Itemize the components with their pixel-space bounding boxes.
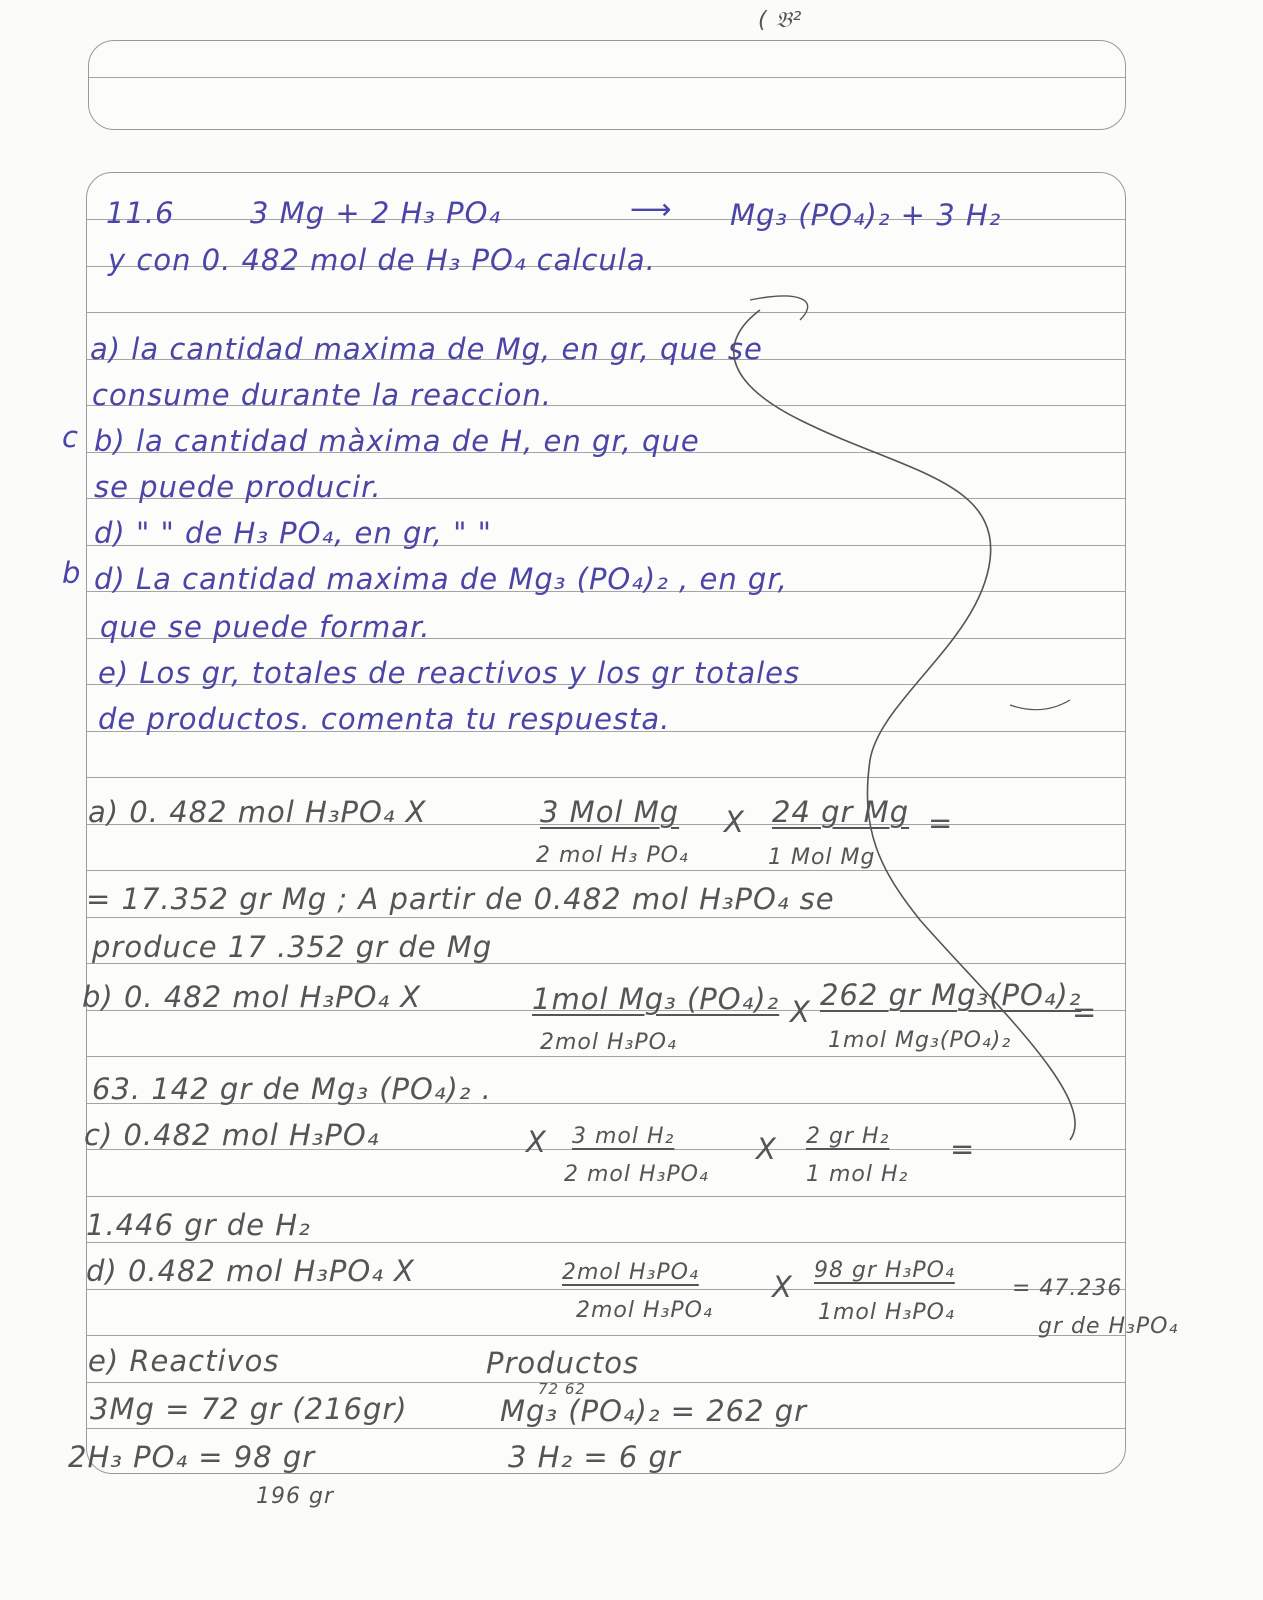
solution-e-product-mg3po42: Mg₃ (PO₄)₂ = 262 gr: [500, 1394, 808, 1428]
solution-a-result: = 17.352 gr Mg ; A partir de 0.482 mol H₃PO₄ se: [86, 882, 835, 916]
solution-b-times: X: [790, 995, 811, 1029]
solution-d-denominator-1: 2mol H₃PO₄: [576, 1298, 713, 1323]
margin-letter-b: b: [62, 556, 81, 590]
solution-d-numerator-1: 2mol H₃PO₄: [562, 1260, 699, 1285]
solution-b-equals: =: [1072, 995, 1098, 1029]
solution-c-numerator-1: 3 mol H₂: [572, 1124, 675, 1149]
question-b-line1: b) la cantidad màxima de H, en gr, que: [94, 424, 700, 458]
solution-e-product-superscripts: 72 62: [538, 1380, 586, 1398]
solution-c-denominator-1: 2 mol H₃PO₄: [564, 1162, 709, 1187]
margin-letter-c: c: [62, 420, 78, 454]
solution-e-reactant-mg: 3Mg = 72 gr (216gr): [90, 1392, 408, 1426]
solution-c-times-2: X: [756, 1132, 777, 1166]
products: Mg₃ (PO₄)₂ + 3 H₂: [730, 198, 1002, 232]
question-a-line2: consume durante la reaccion.: [92, 378, 553, 412]
question-a-line1: a) la cantidad maxima de Mg, en gr, que se: [90, 332, 763, 366]
solution-a-result-line2: produce 17 .352 gr de Mg: [92, 930, 493, 964]
question-c-line1: d) " " de H₃ PO₄, en gr, " ": [94, 516, 492, 550]
solution-c-numerator-2: 2 gr H₂: [806, 1124, 890, 1149]
corner-mark: ( 𝔅²: [758, 8, 803, 33]
solution-e-reactant-h3po4: 2H₃ PO₄ = 98 gr: [68, 1440, 316, 1474]
solution-a-denominator-2: 1 Mol Mg: [768, 845, 876, 870]
reactants: 3 Mg + 2 H₃ PO₄: [250, 196, 502, 230]
solution-a-numerator-2: 24 gr Mg: [772, 795, 910, 829]
question-e-line2: de productos. comenta tu respuesta.: [98, 702, 671, 736]
solution-e-product-h2: 3 H₂ = 6 gr: [508, 1440, 681, 1474]
solution-d-start: d) 0.482 mol H₃PO₄ X: [86, 1254, 415, 1288]
solution-d-result: = 47.236: [1012, 1276, 1123, 1301]
solution-c-start: c) 0.482 mol H₃PO₄: [84, 1118, 380, 1152]
question-e-line1: e) Los gr, totales de reactivos y los gr totales: [98, 656, 801, 690]
question-d-line1: d) La cantidad maxima de Mg₃ (PO₄)₂ , en gr,: [94, 562, 788, 596]
solution-e-reactivos-heading: e) Reactivos: [88, 1344, 280, 1378]
solution-b-denominator-2: 1mol Mg₃(PO₄)₂: [828, 1028, 1012, 1053]
problem-number: 11.6: [106, 196, 175, 230]
solution-a-denominator-1: 2 mol H₃ PO₄: [536, 843, 689, 868]
solution-b-numerator-1: 1mol Mg₃ (PO₄)₂: [532, 982, 780, 1016]
solution-a-start: a) 0. 482 mol H₃PO₄ X: [88, 795, 427, 829]
solution-c-result: 1.446 gr de H₂: [86, 1208, 311, 1242]
solution-d-times: X: [772, 1270, 793, 1304]
solution-d-numerator-2: 98 gr H₃PO₄: [814, 1258, 955, 1283]
solution-a-numerator-1: 3 Mol Mg: [540, 795, 680, 829]
solution-d-denominator-2: 1mol H₃PO₄: [818, 1300, 955, 1325]
solution-b-denominator-1: 2mol H₃PO₄: [540, 1030, 677, 1055]
solution-d-result-unit: gr de H₃PO₄: [1038, 1314, 1179, 1339]
solution-c-equals: =: [950, 1132, 976, 1166]
solution-c-times-1: X: [526, 1125, 547, 1159]
solution-a-times: X: [724, 805, 745, 839]
question-b-line2: se puede producir.: [94, 470, 382, 504]
solution-c-denominator-2: 1 mol H₂: [806, 1162, 909, 1187]
solution-b-result: 63. 142 gr de Mg₃ (PO₄)₂ .: [92, 1072, 492, 1106]
question-d-line2: que se puede formar.: [100, 610, 431, 644]
reaction-arrow: ⟶: [630, 192, 673, 226]
solution-b-numerator-2: 262 gr Mg₃(PO₄)₂: [820, 978, 1082, 1012]
solution-a-equals: =: [928, 806, 954, 840]
solution-e-productos-heading: Productos: [486, 1346, 640, 1380]
given-amount: y con 0. 482 mol de H₃ PO₄ calcula.: [108, 243, 656, 277]
solution-e-reactant-total: 196 gr: [256, 1484, 334, 1509]
solution-b-start: b) 0. 482 mol H₃PO₄ X: [82, 980, 422, 1014]
